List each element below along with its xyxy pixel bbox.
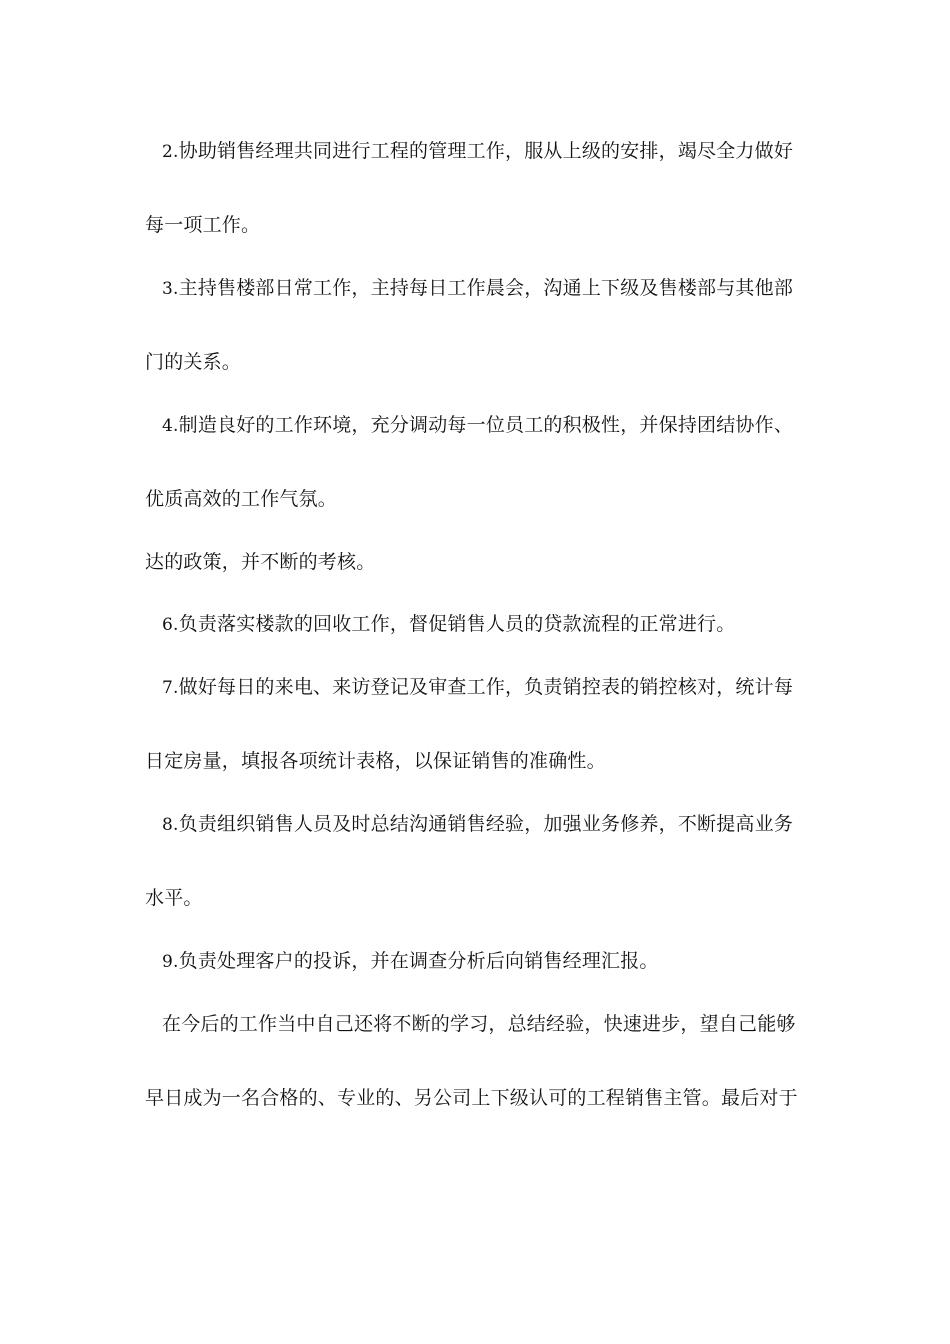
paragraph-text: 负责处理客户的投诉，并在调查分析后向销售经理汇报。 bbox=[178, 950, 659, 972]
paragraph-text: 做好每日的来电、来访登记及审查工作，负责销控表的销控核对，统计每 bbox=[178, 676, 794, 698]
paragraph-2-line-2: 每一项工作。 bbox=[145, 214, 261, 236]
item-number: 2. bbox=[162, 142, 179, 162]
paragraph-6-line-1 bbox=[162, 611, 822, 638]
item-number: 9. bbox=[162, 952, 179, 972]
paragraph-text: 制造良好的工作环境，充分调动每一位员工的积极性，并保持团结协作、 bbox=[178, 414, 794, 436]
item-number: 8. bbox=[162, 815, 179, 835]
paragraph-text: 负责组织销售人员及时总结沟通销售经验，加强业务修养，不断提高业务 bbox=[178, 813, 794, 835]
paragraph-4-line-1 bbox=[162, 412, 822, 439]
closing-paragraph-line-1: 在今后的工作当中自己还将不断的学习，总结经验，快速进步，望自己能够 bbox=[162, 1013, 796, 1035]
paragraph-7-line-1 bbox=[162, 674, 822, 701]
item-number: 7. bbox=[162, 678, 179, 698]
paragraph-9-line-1 bbox=[162, 948, 822, 975]
paragraph-3-line-1 bbox=[162, 275, 822, 302]
closing-paragraph-line-2: 早日成为一名合格的、专业的、另公司上下级认可的工程销售主管。最后对于 bbox=[145, 1087, 798, 1109]
paragraph-4-line-2: 优质高效的工作气氛。 bbox=[145, 488, 338, 510]
paragraph-8-line-2: 水平。 bbox=[145, 887, 203, 909]
paragraph-text: 主持售楼部日常工作，主持每日工作晨会，沟通上下级及售楼部与其他部 bbox=[178, 277, 794, 299]
paragraph-text: 协助销售经理共同进行工程的管理工作，服从上级的安排，竭尽全力做好 bbox=[178, 140, 794, 162]
item-number: 6. bbox=[162, 615, 179, 635]
paragraph-text: 负责落实楼款的回收工作，督促销售人员的贷款流程的正常进行。 bbox=[178, 613, 736, 635]
paragraph-7-line-2: 日定房量，填报各项统计表格，以保证销售的准确性。 bbox=[145, 750, 606, 772]
item-number: 3. bbox=[162, 279, 179, 299]
paragraph-2-line-1 bbox=[162, 138, 822, 165]
paragraph-3-line-2: 门的关系。 bbox=[145, 351, 242, 373]
paragraph-8-line-1 bbox=[162, 811, 822, 838]
item-number: 4. bbox=[162, 416, 179, 436]
paragraph-fragment: 达的政策，并不断的考核。 bbox=[145, 551, 376, 573]
